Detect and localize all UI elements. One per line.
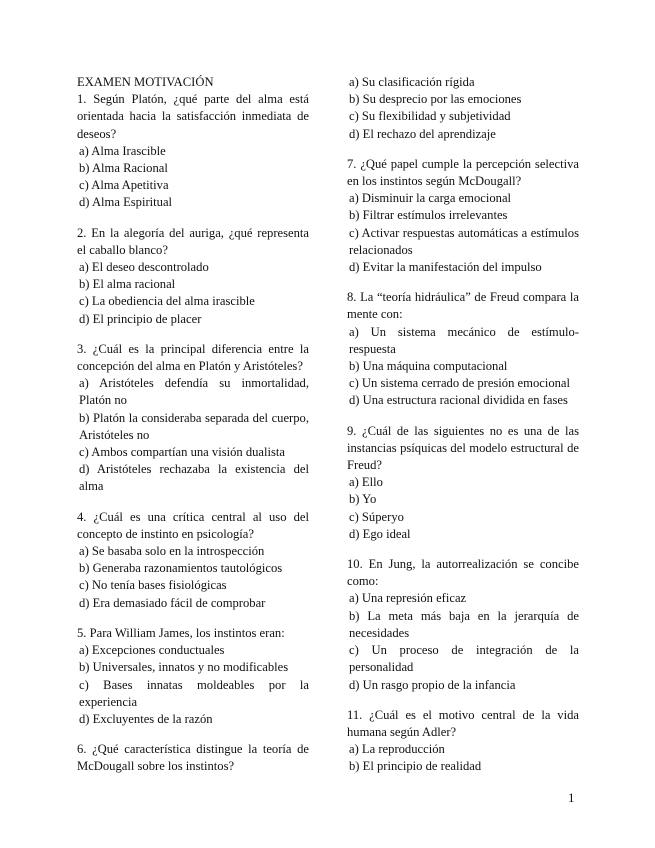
option-b: b) El principio de realidad [349, 759, 482, 774]
option-a: a) Se basaba solo en la introspección [79, 544, 265, 559]
question-1 [77, 91, 309, 211]
question-5 [77, 625, 309, 728]
option-a: a) Su clasificación rígida [349, 75, 475, 89]
option-b: b) Filtrar estímulos irrelevantes [349, 208, 508, 223]
question-3 [77, 341, 309, 496]
question-text: 9. ¿Cuál de las siguientes no es una de las instancias psíquicas del modelo estructural de Freud? [347, 423, 579, 473]
question-text: 6. ¿Qué característica distingue la teoría de McDougall sobre los instintos? [77, 742, 309, 774]
question-text: 7. ¿Qué papel cumple la percepción selectiva en los instintos según McDougall? [347, 156, 579, 189]
option-b: b) La meta más baja en la jerarquía de necesidades [349, 608, 579, 640]
question-9 [347, 423, 579, 543]
option-c: c) Súperyo [349, 509, 404, 524]
option-c: c) Su flexibilidad y subjetividad [349, 109, 511, 124]
option-a: a) Aristóteles defendía su inmortalidad, Platón no [79, 376, 309, 408]
option-a: a) Disminuir la carga emocional [349, 191, 512, 206]
option-d: d) Excluyentes de la razón [79, 711, 213, 726]
option-a: a) Alma Irascible [79, 143, 166, 158]
question-text: 11. ¿Cuál es el motivo central de la vida humana según Adler? [347, 707, 579, 739]
option-a: a) Una represión eficaz [349, 591, 467, 606]
question-7 [347, 156, 579, 276]
question-6-options [347, 74, 579, 143]
question-11 [347, 707, 579, 776]
option-c: c) Ambos compartían una visión dualista [79, 445, 286, 460]
option-b: b) Yo [349, 492, 377, 507]
option-d: d) Evitar la manifestación del impulso [349, 260, 542, 275]
option-b: b) Alma Racional [79, 161, 168, 176]
option-b: b) Platón la consideraba separada del cuerpo, Aristóteles no [79, 410, 309, 442]
question-6 [77, 741, 309, 775]
question-text: 4. ¿Cuál es una crítica central al uso del concepto de instinto en psicología? [77, 509, 309, 541]
option-a: a) La reproducción [349, 742, 445, 757]
option-c: c) Alma Apetitiva [79, 178, 169, 193]
question-text: 8. La “teoría hidráulica” de Freud compara la mente con: [347, 290, 579, 322]
right-column [347, 74, 579, 789]
question-text: 10. En Jung, la autorrealización se concibe como: [347, 557, 579, 589]
option-d: d) Una estructura racional dividida en fases [349, 393, 568, 408]
option-d: d) Ego ideal [349, 526, 411, 541]
question-text: 5. Para William James, los instintos eran: [77, 625, 285, 640]
question-8 [347, 289, 579, 409]
option-d: d) Un rasgo propio de la infancia [349, 677, 516, 692]
option-a: a) El deseo descontrolado [79, 260, 209, 275]
page-number: 1 [568, 790, 575, 805]
option-d: d) Era demasiado fácil de comprobar [79, 595, 266, 610]
exam-title: EXAMEN MOTIVACIÓN [77, 75, 214, 89]
option-b: b) Una máquina computacional [349, 359, 508, 374]
option-b: b) Universales, innatos y no modificables [79, 660, 289, 675]
option-d: d) El rechazo del aprendizaje [349, 126, 496, 141]
option-c: c) La obediencia del alma irascible [79, 294, 255, 309]
question-10 [347, 556, 579, 694]
option-a: a) Ello [349, 475, 383, 490]
question-2 [77, 225, 309, 328]
question-text: 3. ¿Cuál es la principal diferencia entre la concepción del alma en Platón y Aristóteles? [77, 341, 309, 374]
option-c: c) Un sistema cerrado de presión emocional [349, 376, 571, 391]
option-c: c) Un proceso de integración de la personalidad [349, 643, 579, 675]
option-b: b) Generaba razonamientos tautológicos [79, 561, 283, 576]
option-c: c) Bases innatas moldeables por la experiencia [79, 677, 309, 709]
question-text: 1. Según Platón, ¿qué parte del alma está orientada hacia la satisfacción inmediata de deseos? [77, 92, 309, 141]
option-c: c) Activar respuestas automáticas a estímulos relacionados [349, 225, 579, 257]
left-column [77, 74, 309, 789]
option-a: a) Un sistema mecánico de estímulo-respuesta [349, 324, 579, 356]
option-d: d) Alma Espiritual [79, 195, 173, 210]
option-d: d) Aristóteles rechazaba la existencia del alma [79, 462, 309, 494]
option-a: a) Excepciones conductuales [79, 643, 225, 658]
option-d: d) El principio de placer [79, 311, 202, 326]
question-text: 2. En la alegoría del auriga, ¿qué representa el caballo blanco? [77, 225, 309, 257]
option-c: c) No tenía bases fisiológicas [79, 578, 227, 593]
option-b: b) Su desprecio por las emociones [349, 92, 522, 107]
question-4 [77, 509, 309, 612]
option-b: b) El alma racional [79, 277, 176, 292]
